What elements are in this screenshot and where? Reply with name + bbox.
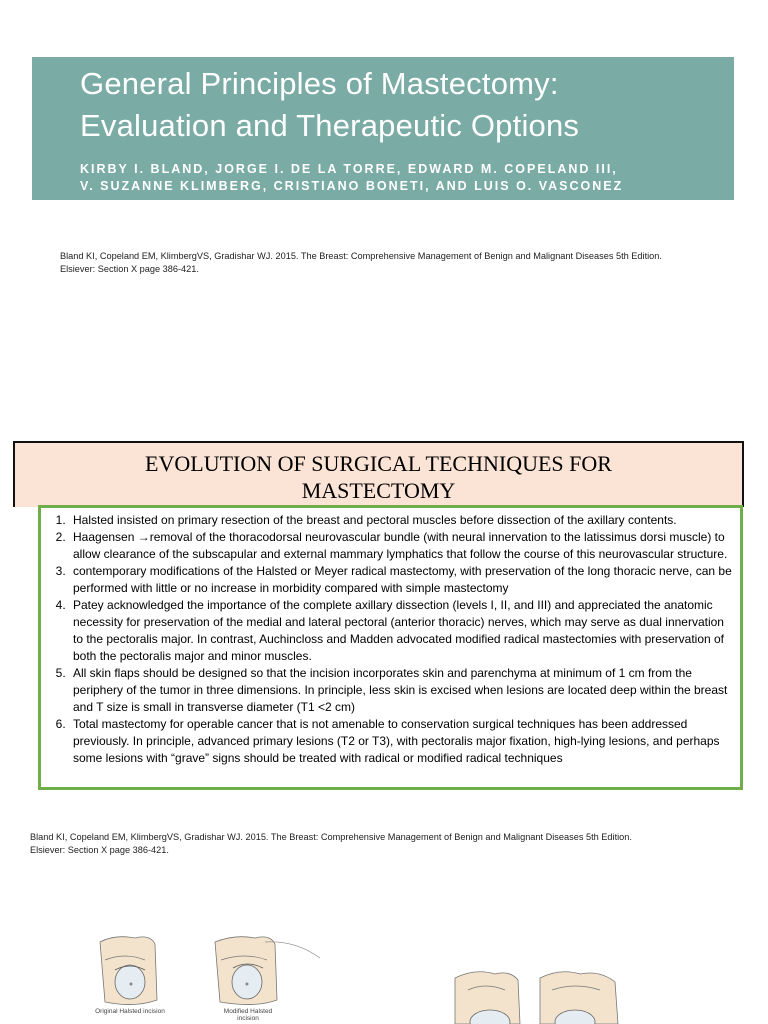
citation-bottom-line-2: Elsiever: Section X page 386-421. [30, 844, 169, 855]
figure-caption-modified-halsted: Modified Halsted incision [223, 1008, 273, 1022]
banner-authors [80, 161, 734, 195]
list-item: 4. Patey acknowledged the importance of the complete axillary dissection (levels I, II, and III) and appreciated the anatomic necessity for preservation of the medial and lateral pectoral (anterior thoracic) nerves, which may serve as dual innervation to the pectoralis major. In contrast, Auchincloss and Madden advocated modified radical mastectomies with preservation of both the pectoralis major and minor muscles. [69, 597, 734, 665]
section-heading-line-1: EVOLUTION OF SURGICAL TECHNIQUES FOR [145, 451, 612, 476]
incision-illustrations-left [95, 930, 335, 1024]
authors-line-1: KIRBY I. BLAND, JORGE I. DE LA TORRE, EDWARD M. COPELAND III, [80, 162, 618, 176]
citation-top-line-1: Bland KI, Copeland EM, KlimbergVS, Gradishar WJ. 2015. The Breast: Comprehensive Management of Benign and Malignant Diseases 5th Edition. [60, 251, 662, 261]
citation-top [60, 250, 740, 275]
list-item: 1. Halsted insisted on primary resection of the breast and pectoral muscles before dissection of the axillary contents. [69, 512, 734, 529]
techniques-list-box [38, 505, 743, 790]
list-item: 2. Haagensen →removal of the thoracodorsal neurovascular bundle (with neural innervation to the latissimus dorsi muscle) to allow clearance of the subscapular and external mammary lymphatics that follow the course of this neurovascular structure. [69, 529, 734, 563]
list-item: 6. Total mastectomy for operable cancer that is not amenable to conservation surgical techniques has been addressed previously. In principle, advanced primary lesions (T2 or T3), with pectoralis major fixation, high-lying lesions, and perhaps some lesions with “grave” signs should be treated with radical or modified radical techniques [69, 716, 734, 767]
banner-title-line-1: General Principles of Mastectomy: [80, 66, 559, 101]
incision-illustrations-right [450, 930, 630, 1024]
title-banner [32, 57, 734, 200]
incision-illustration-partial [450, 930, 630, 1024]
list-item: 3. contemporary modifications of the Halsted or Meyer radical mastectomy, with preservation of the long thoracic nerve, can be performed with little or no increase in morbidity compared with simple mastectomy [69, 563, 734, 597]
authors-line-2: V. SUZANNE KLIMBERG, CRISTIANO BONETI, AND LUIS O. VASCONEZ [80, 179, 624, 193]
citation-bottom [30, 831, 730, 856]
citation-top-line-2: Elsiever: Section X page 386-421. [60, 263, 199, 274]
figure-caption-original-halsted: Original Halsted incision [95, 1008, 165, 1015]
section-heading-line-2: MASTECTOMY [301, 478, 456, 503]
banner-title-line-2: Evaluation and Therapeutic Options [80, 108, 580, 143]
list-item: 5. All skin flaps should be designed so that the incision incorporates skin and parenchyma at minimum of 1 cm from the periphery of the tumor in three dimensions. In principle, less skin is excised when lesions are located deep within the breast and T size is small in transverse diameter (T1 <2 cm) [69, 665, 734, 716]
techniques-list [45, 512, 734, 767]
citation-bottom-line-1: Bland KI, Copeland EM, KlimbergVS, Gradishar WJ. 2015. The Breast: Comprehensive Management of Benign and Malignant Diseases 5th Edition. [30, 832, 632, 842]
section-heading [13, 441, 744, 507]
